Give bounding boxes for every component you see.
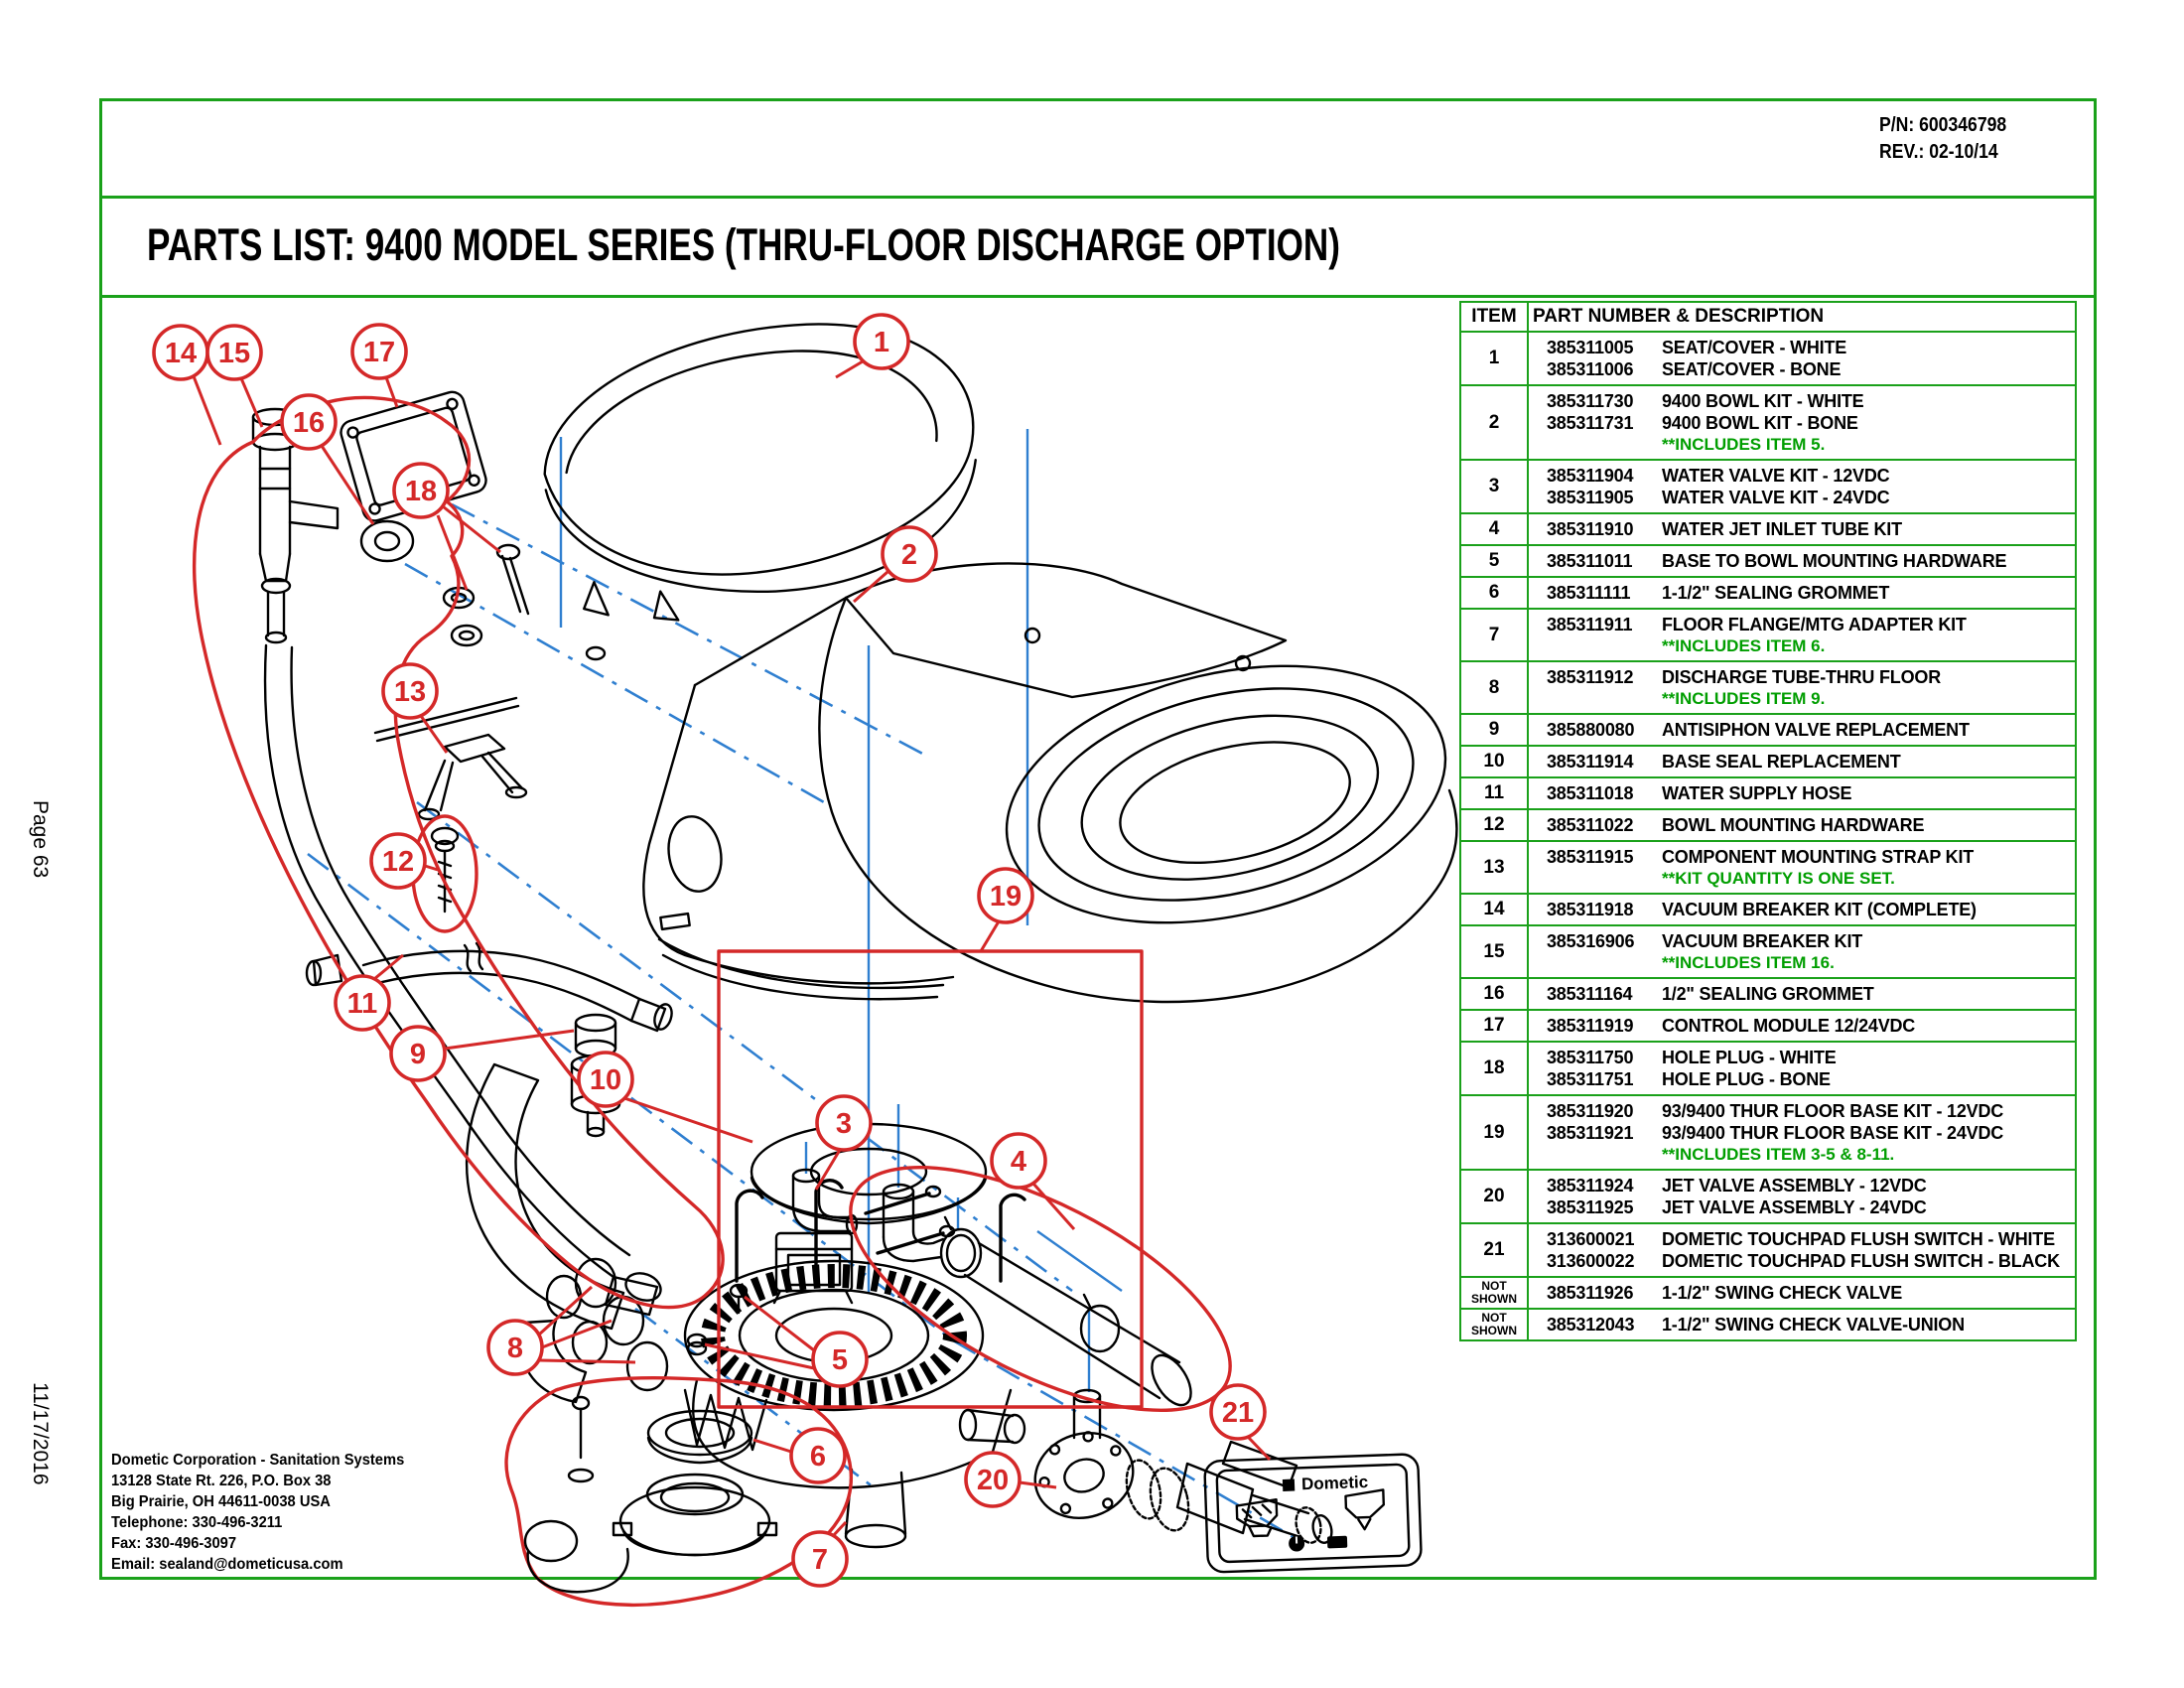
touchpad-brand-label: Dometic <box>1300 1472 1369 1494</box>
svg-text:10: 10 <box>589 1064 622 1096</box>
pn-line: P/N: 600346798 <box>1879 114 2007 136</box>
part-line: 385311915 COMPONENT MOUNTING STRAP KIT <box>1547 847 1975 867</box>
item-column-header: ITEM <box>1460 302 1528 332</box>
callout-5 <box>813 1333 867 1386</box>
page-title: PARTS LIST: 9400 MODEL SERIES (THRU-FLOOR DISCHARGE OPTION) <box>147 219 1340 270</box>
callout-11 <box>336 976 389 1030</box>
callout-15 <box>207 326 261 379</box>
item-cell: 16 <box>1460 978 1528 1010</box>
kit-note: **INCLUDES ITEM 3-5 & 8-11. <box>1662 1145 1895 1164</box>
item-cell: 1 <box>1460 332 1528 385</box>
callout-20 <box>966 1453 1020 1506</box>
callout-10 <box>579 1053 632 1106</box>
callout-leader-line <box>443 506 500 552</box>
part-line: 385311750 HOLE PLUG - WHITE <box>1547 1048 1837 1067</box>
part-line: 385311751 HOLE PLUG - BONE <box>1547 1069 1831 1089</box>
description-column-header: PART NUMBER & DESCRIPTION <box>1528 302 2076 332</box>
part-line: 385311905 WATER VALVE KIT - 24VDC <box>1547 488 1890 507</box>
touchpad-switch-drawing <box>1204 1454 1422 1572</box>
item-cell: 15 <box>1460 925 1528 978</box>
item-cell: 8 <box>1460 661 1528 714</box>
company-city: Big Prairie, OH 44611-0038 USA <box>111 1493 331 1510</box>
svg-text:7: 7 <box>811 1544 829 1576</box>
item-cell: 9 <box>1460 714 1528 746</box>
item-cell: 12 <box>1460 809 1528 841</box>
item-cell: 2 <box>1460 385 1528 460</box>
callout-12 <box>371 834 425 888</box>
part-line: 385312043 1-1/2" SWING CHECK VALVE-UNION <box>1547 1315 1965 1335</box>
callout-9 <box>391 1027 445 1080</box>
callout-19 <box>979 869 1032 922</box>
callout-leader-line <box>421 716 447 753</box>
item-cell: 6 <box>1460 577 1528 609</box>
part-line: 385311924 JET VALVE ASSEMBLY - 12VDC <box>1547 1176 1927 1196</box>
svg-text:16: 16 <box>292 407 326 439</box>
part-line: 313600021 DOMETIC TOUCHPAD FLUSH SWITCH - WHITE <box>1547 1229 2055 1249</box>
svg-text:8: 8 <box>506 1333 524 1364</box>
item-cell: NOT SHOWN <box>1460 1309 1528 1340</box>
callout-16 <box>282 395 336 449</box>
item-cell: 20 <box>1460 1170 1528 1223</box>
item-cell: 3 <box>1460 460 1528 513</box>
part-line: 385311911 FLOOR FLANGE/MTG ADAPTER KIT <box>1547 615 1967 634</box>
part-line: 385311904 WATER VALVE KIT - 12VDC <box>1547 466 1890 486</box>
part-line: 385311164 1/2" SEALING GROMMET <box>1547 984 1874 1004</box>
company-phone: Telephone: 330-496-3211 <box>111 1514 283 1531</box>
part-line: 385311011 BASE TO BOWL MOUNTING HARDWARE <box>1547 551 2007 571</box>
part-line: 385311921 93/9400 THUR FLOOR BASE KIT - 24VDC <box>1547 1123 2004 1143</box>
bowl-unit-drawing <box>643 563 1470 1002</box>
callout-leader-line <box>386 377 397 407</box>
callout-leader-line <box>194 376 220 445</box>
part-line: 385311925 JET VALVE ASSEMBLY - 24VDC <box>1547 1197 1927 1217</box>
callout-leader-line <box>836 361 863 377</box>
part-line: 385311920 93/9400 THUR FLOOR BASE KIT - 12VDC <box>1547 1101 2004 1121</box>
part-line: 385311111 1-1/2" SEALING GROMMET <box>1547 583 1890 603</box>
item-cell: 10 <box>1460 746 1528 777</box>
part-line: 385311731 9400 BOWL KIT - BONE <box>1547 413 1858 433</box>
item-cell: NOT SHOWN <box>1460 1277 1528 1309</box>
part-line: 313600022 DOMETIC TOUCHPAD FLUSH SWITCH - BLACK <box>1547 1251 2060 1271</box>
item-cell: 21 <box>1460 1223 1528 1277</box>
dometic-logo-icon <box>1283 1479 1295 1491</box>
part-line: 385311918 VACUUM BREAKER KIT (COMPLETE) <box>1547 900 1977 919</box>
svg-text:5: 5 <box>831 1344 849 1376</box>
kit-note: **INCLUDES ITEM 6. <box>1662 636 1826 655</box>
svg-text:2: 2 <box>900 539 918 571</box>
callout-13 <box>383 664 437 718</box>
vacuum-breaker-group-outline <box>195 398 723 1308</box>
item-cell: 18 <box>1460 1042 1528 1095</box>
callout-leader-line <box>981 921 999 951</box>
callout-6 <box>791 1429 845 1482</box>
svg-text:18: 18 <box>404 476 438 507</box>
print-date-label: 11/17/2016 <box>29 1382 52 1485</box>
part-line: 385316906 VACUUM BREAKER KIT <box>1547 931 1863 951</box>
callout-4 <box>992 1134 1045 1188</box>
company-name: Dometic Corporation - Sanitation Systems <box>111 1452 405 1469</box>
svg-text:15: 15 <box>217 338 251 369</box>
callout-14 <box>154 326 207 379</box>
dry-bowl-icon <box>1345 1489 1384 1529</box>
callout-17 <box>352 325 406 378</box>
svg-text:14: 14 <box>164 338 198 369</box>
part-line: 385880080 ANTISIPHON VALVE REPLACEMENT <box>1547 720 1970 740</box>
svg-text:11: 11 <box>346 988 378 1020</box>
callout-8 <box>488 1321 542 1374</box>
callout-leader-line <box>753 1440 791 1452</box>
svg-text:17: 17 <box>362 337 396 368</box>
svg-text:6: 6 <box>809 1441 827 1473</box>
rev-line: REV.: 02-10/14 <box>1879 141 1998 163</box>
callout-leader-line <box>241 378 262 427</box>
item-cell: 13 <box>1460 841 1528 894</box>
item-cell: 11 <box>1460 777 1528 809</box>
callout-leader-line <box>540 1360 635 1362</box>
svg-text:13: 13 <box>393 676 427 708</box>
kit-note: **INCLUDES ITEM 16. <box>1662 953 1835 972</box>
part-line: 385311910 WATER JET INLET TUBE KIT <box>1547 519 1902 539</box>
callout-leader-line <box>1020 1482 1056 1487</box>
callout-18 <box>394 464 448 517</box>
svg-text:3: 3 <box>835 1108 853 1140</box>
part-line: 385311005 SEAT/COVER - WHITE <box>1547 338 1847 357</box>
svg-text:12: 12 <box>381 846 415 878</box>
part-line: 385311022 BOWL MOUNTING HARDWARE <box>1547 815 1925 835</box>
callout-3 <box>817 1096 871 1150</box>
svg-text:21: 21 <box>1221 1397 1255 1429</box>
part-line: 385311006 SEAT/COVER - BONE <box>1547 359 1842 379</box>
kit-note: **KIT QUANTITY IS ONE SET. <box>1662 869 1895 888</box>
callout-7 <box>793 1532 847 1586</box>
item-cell: 7 <box>1460 609 1528 661</box>
kit-note: **INCLUDES ITEM 5. <box>1662 435 1826 454</box>
svg-text:9: 9 <box>409 1039 427 1070</box>
callout-1 <box>855 315 908 368</box>
callout-21 <box>1211 1385 1265 1439</box>
part-line: 385311018 WATER SUPPLY HOSE <box>1547 783 1852 803</box>
item-cell: 19 <box>1460 1095 1528 1170</box>
item-cell: 17 <box>1460 1010 1528 1042</box>
company-street: 13128 State Rt. 226, P.O. Box 38 <box>111 1473 332 1489</box>
kit-note: **INCLUDES ITEM 9. <box>1662 689 1826 708</box>
item-cell: 14 <box>1460 894 1528 925</box>
callout-2 <box>883 527 936 581</box>
part-line: 385311912 DISCHARGE TUBE-THRU FLOOR <box>1547 667 1941 687</box>
switch-indicator-icon <box>1327 1536 1347 1549</box>
svg-text:20: 20 <box>976 1465 1010 1496</box>
item-cell: 4 <box>1460 513 1528 545</box>
page-number-label: Page 63 <box>29 800 52 879</box>
hole-plug-screw-drawing <box>444 545 605 659</box>
part-line: 385311926 1-1/2" SWING CHECK VALVE <box>1547 1283 1903 1303</box>
svg-text:4: 4 <box>1010 1146 1027 1178</box>
company-email: Email: sealand@dometicusa.com <box>111 1556 343 1573</box>
part-line: 385311730 9400 BOWL KIT - WHITE <box>1547 391 1864 411</box>
part-line: 385311914 BASE SEAL REPLACEMENT <box>1547 752 1901 772</box>
svg-text:19: 19 <box>989 881 1023 913</box>
svg-text:1: 1 <box>873 327 890 358</box>
callout-leader-line <box>624 1098 752 1142</box>
part-line: 385311919 CONTROL MODULE 12/24VDC <box>1547 1016 1916 1036</box>
company-fax: Fax: 330-496-3097 <box>111 1535 237 1552</box>
item-cell: 5 <box>1460 545 1528 577</box>
